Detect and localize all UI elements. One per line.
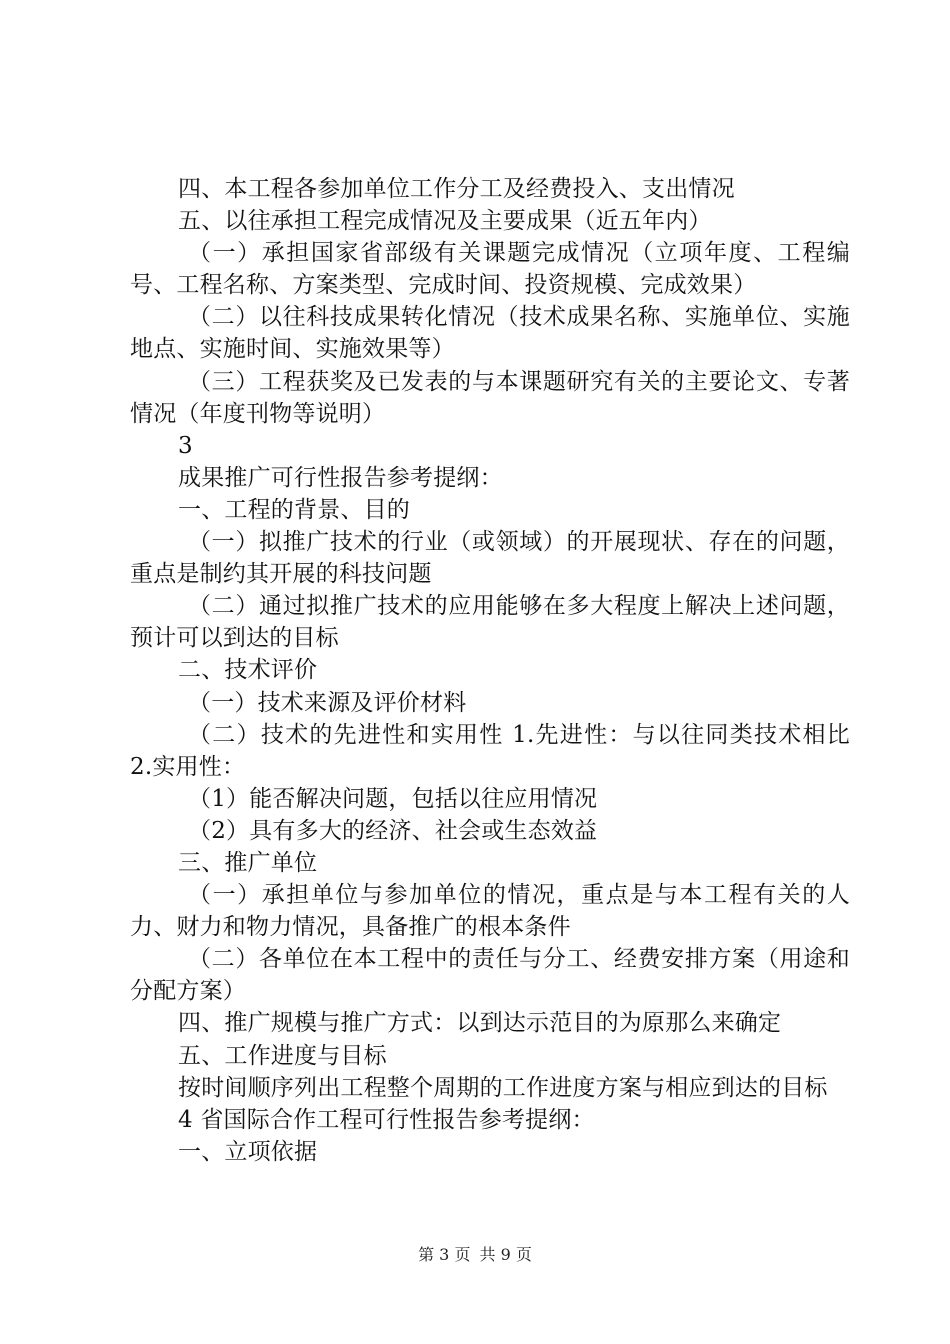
paragraph: 四、本工程各参加单位工作分工及经费投入、支出情况 [178,176,735,202]
paragraph: 一、立项依据 [178,1138,318,1165]
document-body [130,173,850,1168]
paragraph: （一）技术来源及评价材料 [188,689,467,716]
paragraph: 四、推广规模与推广方式：以到达示范目的为原那么来确定 [178,1010,782,1037]
page-total: 共 9 页 [479,1245,532,1264]
paragraph: 4 省国际合作工程可行性报告参考提纲： [178,1106,595,1133]
paragraph: （2）具有多大的经济、社会或生态效益 [188,817,598,844]
paragraph: （一）拟推广技术的行业（或领域）的开展现状、存在的问题，重点是制约其开展的科技问题 [130,529,850,588]
paragraph: （二）通过拟推广技术的应用能够在多大程度上解决上述问题，预计可以到达的目标 [130,593,850,652]
paragraph: （三）工程获奖及已发表的与本课题研究有关的主要论文、专著情况（年度刊物等说明） [130,368,850,427]
paragraph: （1）能否解决问题，包括以往应用情况 [188,785,598,812]
paragraph: 按时间顺序列出工程整个周期的工作进度方案与相应到达的目标 [178,1074,828,1101]
page-footer [0,1242,950,1265]
paragraph: 三、推广单位 [178,849,318,876]
paragraph: 二、技术评价 [178,657,318,684]
paragraph: （二）以往科技成果转化情况（技术成果名称、实施单位、实施地点、实施时间、实施效果等） [130,304,850,363]
paragraph: 五、工作进度与目标 [178,1042,387,1069]
paragraph: 五、以往承担工程完成情况及主要成果（近五年内） [178,208,712,235]
paragraph: 3 [178,432,193,459]
paragraph: 成果推广可行性报告参考提纲： [178,464,503,491]
paragraph: （一）承担单位与参加单位的情况，重点是与本工程有关的人力、财力和物力情况，具备推广的根本条件 [130,882,850,941]
paragraph: 一、工程的背景、目的 [178,496,410,523]
paragraph: （一）承担国家省部级有关课题完成情况（立项年度、工程编号、工程名称、方案类型、完成时间、投资规模、完成效果） [130,240,850,299]
paragraph: （二）各单位在本工程中的责任与分工、经费安排方案（用途和分配方案） [130,946,850,1005]
page-number: 第 3 页 [418,1245,471,1264]
paragraph: （二）技术的先进性和实用性 1.先进性：与以往同类技术相比 2.实用性： [130,721,850,780]
